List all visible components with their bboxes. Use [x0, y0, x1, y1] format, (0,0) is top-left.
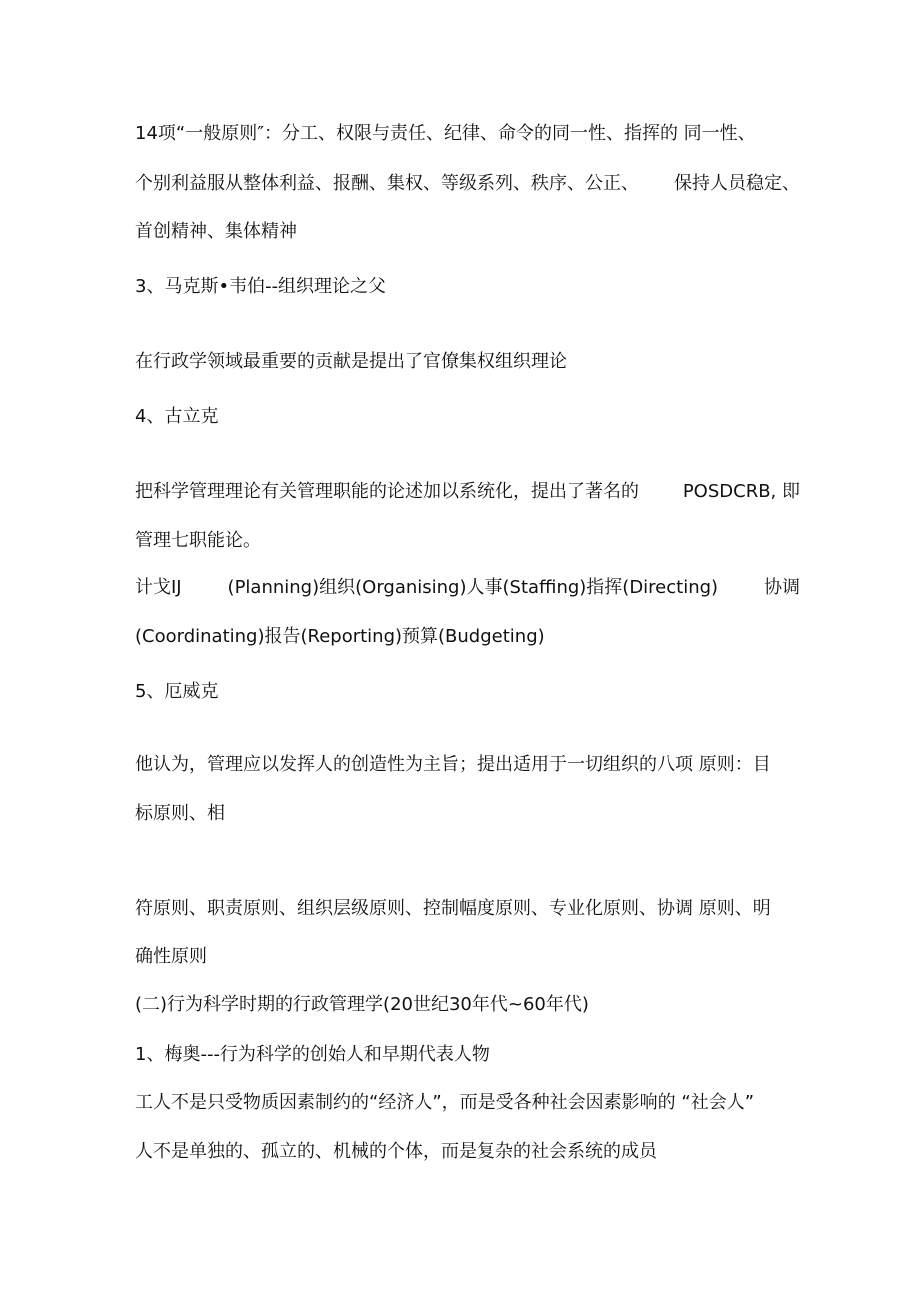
gulick-functions-part-a: 计戈IJ: [135, 577, 182, 598]
gulick-text-part-a: 把科学管理理论有关管理职能的论述加以系统化，提出了著名的: [135, 481, 639, 502]
gulick-functions-line-2: (Coordinating)报告(Reporting)预算(Budgeting): [135, 626, 545, 647]
gulick-text-line-1: [135, 480, 800, 504]
gulick-functions-part-c: 协调: [764, 577, 800, 598]
behavioral-section-heading: (二)行为科学时期的行政管理学(20世纪30年代~60年代): [135, 994, 589, 1015]
weber-text: 在行政学领域最重要的贡献是提出了官僚集权组织理论: [135, 351, 567, 372]
principles-line-2-part-b: 保持人员稳定、: [674, 173, 800, 194]
mayo-text-line-1: 工人不是只受物质因素制约的“经济人”，而是受各种社会因素影响的 “社会人”: [135, 1092, 755, 1113]
gulick-text-part-b: POSDCRB, 即: [682, 481, 800, 502]
urwick-heading: 5、厄威克: [135, 681, 219, 702]
principles-line-1: 14项“一般原则″：分工、权限与责任、纪律、命令的同一性、指挥的 同一性、: [135, 123, 756, 144]
mayo-text-line-2: 人不是单独的、孤立的、机械的个体，而是复杂的社会系统的成员: [135, 1141, 657, 1162]
urwick-text-line-2: 标原则、相: [135, 803, 225, 824]
urwick-text-line-4: 确性原则: [135, 946, 207, 967]
gulick-functions-line-1: [135, 576, 800, 600]
gulick-text-line-2: 管理七职能论。: [135, 530, 261, 551]
mayo-heading: 1、梅奥---行为科学的创始人和早期代表人物: [135, 1044, 490, 1065]
principles-line-3: 首创精神、集体精神: [135, 221, 297, 242]
gulick-functions-part-b: (Planning)组织(Organising)人事(Staffing)指挥(Directing): [227, 577, 719, 598]
urwick-text-line-3: 符原则、职责原则、组织层级原则、控制幅度原则、专业化原则、协调 原则、明: [135, 898, 771, 919]
weber-heading: 3、马克斯•韦伯--组织理论之父: [135, 276, 387, 297]
urwick-text-line-1: 他认为，管理应以发挥人的创造性为主旨；提出适用于一切组织的八项 原则：目: [135, 754, 771, 775]
principles-line-2-part-a: 个别利益服从整体利益、报酬、集权、等级系列、秩序、公正、: [135, 173, 639, 194]
principles-line-2: [135, 172, 800, 196]
gulick-heading: 4、古立克: [135, 406, 219, 427]
